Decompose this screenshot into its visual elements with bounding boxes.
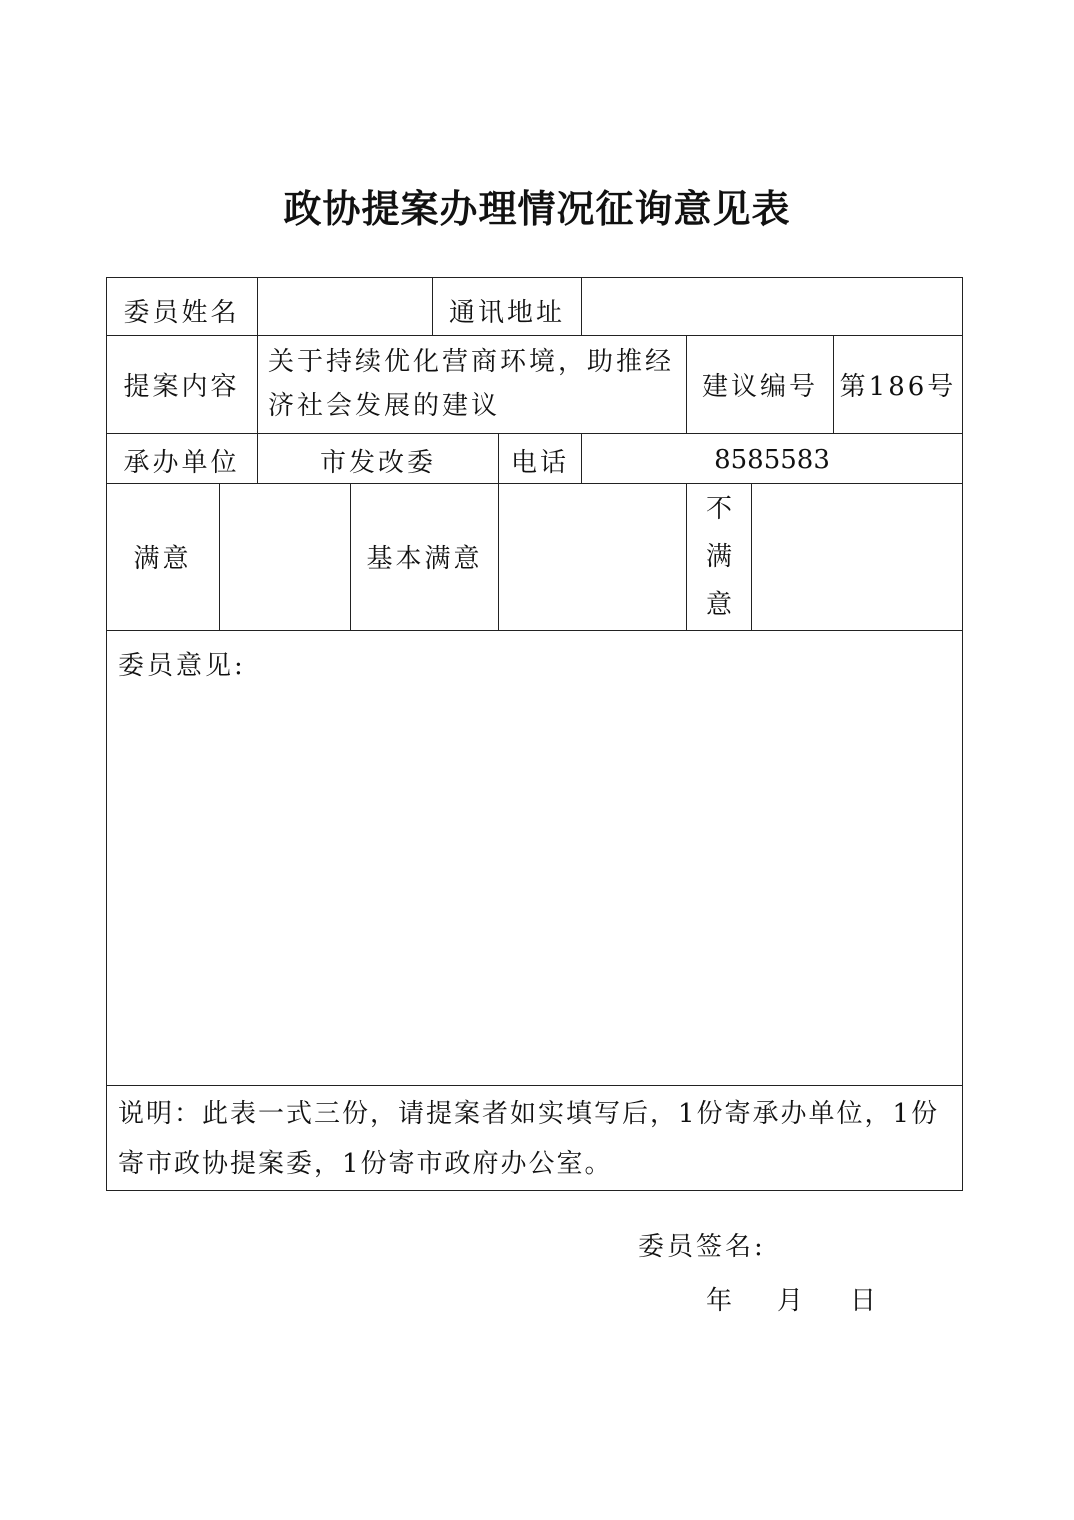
proposal-content-value: 关于持续优化营商环境，助推经济社会发展的建议 [268, 347, 675, 421]
member-signature-label: 委员签名: [638, 1232, 766, 1262]
row-divider-4 [106, 630, 963, 631]
member-name-label: 委员姓名 [123, 297, 240, 328]
form-border-bottom [106, 1190, 963, 1191]
address-label: 通讯地址 [448, 297, 565, 328]
phone-value: 8585583 [714, 445, 830, 475]
date-day-label: 日 [850, 1286, 877, 1316]
handling-unit-label: 承办单位 [123, 447, 240, 478]
instruction-note: 说明：此表一式三份，请提案者如实填写后，1份寄承办单位，1份寄市政协提案委，1份寄市政府办公室。 [118, 1099, 940, 1179]
proposal-content-label: 提案内容 [123, 371, 240, 402]
page-title: 政协提案办理情况征询意见表 [283, 186, 791, 231]
satisfied-label: 满意 [133, 544, 192, 574]
unsatisfied-char: 满 [705, 541, 732, 572]
row-divider-5 [106, 1085, 963, 1086]
form-border-right [962, 277, 963, 1191]
satisfied-checkbox-cell[interactable] [220, 483, 350, 630]
proposal-number-label: 建议编号 [701, 371, 818, 402]
phone-label: 电话 [510, 447, 569, 478]
unsatisfied-char: 意 [705, 589, 732, 620]
basic-satisfied-label: 基本满意 [366, 544, 483, 574]
proposal-feedback-form [106, 277, 963, 1191]
unsatisfied-checkbox-cell[interactable] [752, 483, 962, 630]
date-month-label: 月 [777, 1286, 804, 1316]
date-year-label: 年 [706, 1286, 733, 1316]
handling-unit-value: 市发改委 [319, 447, 436, 478]
member-name-field[interactable] [258, 281, 432, 339]
form-border-top [106, 277, 963, 278]
address-field[interactable] [582, 281, 962, 339]
unsatisfied-char: 不 [705, 493, 732, 524]
member-opinion-label: 委员意见: [118, 651, 246, 681]
member-opinion-field[interactable] [107, 677, 962, 1082]
unsatisfied-label [687, 483, 751, 630]
proposal-number-value: 第186号 [839, 371, 957, 402]
row-divider-2 [106, 433, 963, 434]
basic-satisfied-checkbox-cell[interactable] [499, 483, 686, 630]
